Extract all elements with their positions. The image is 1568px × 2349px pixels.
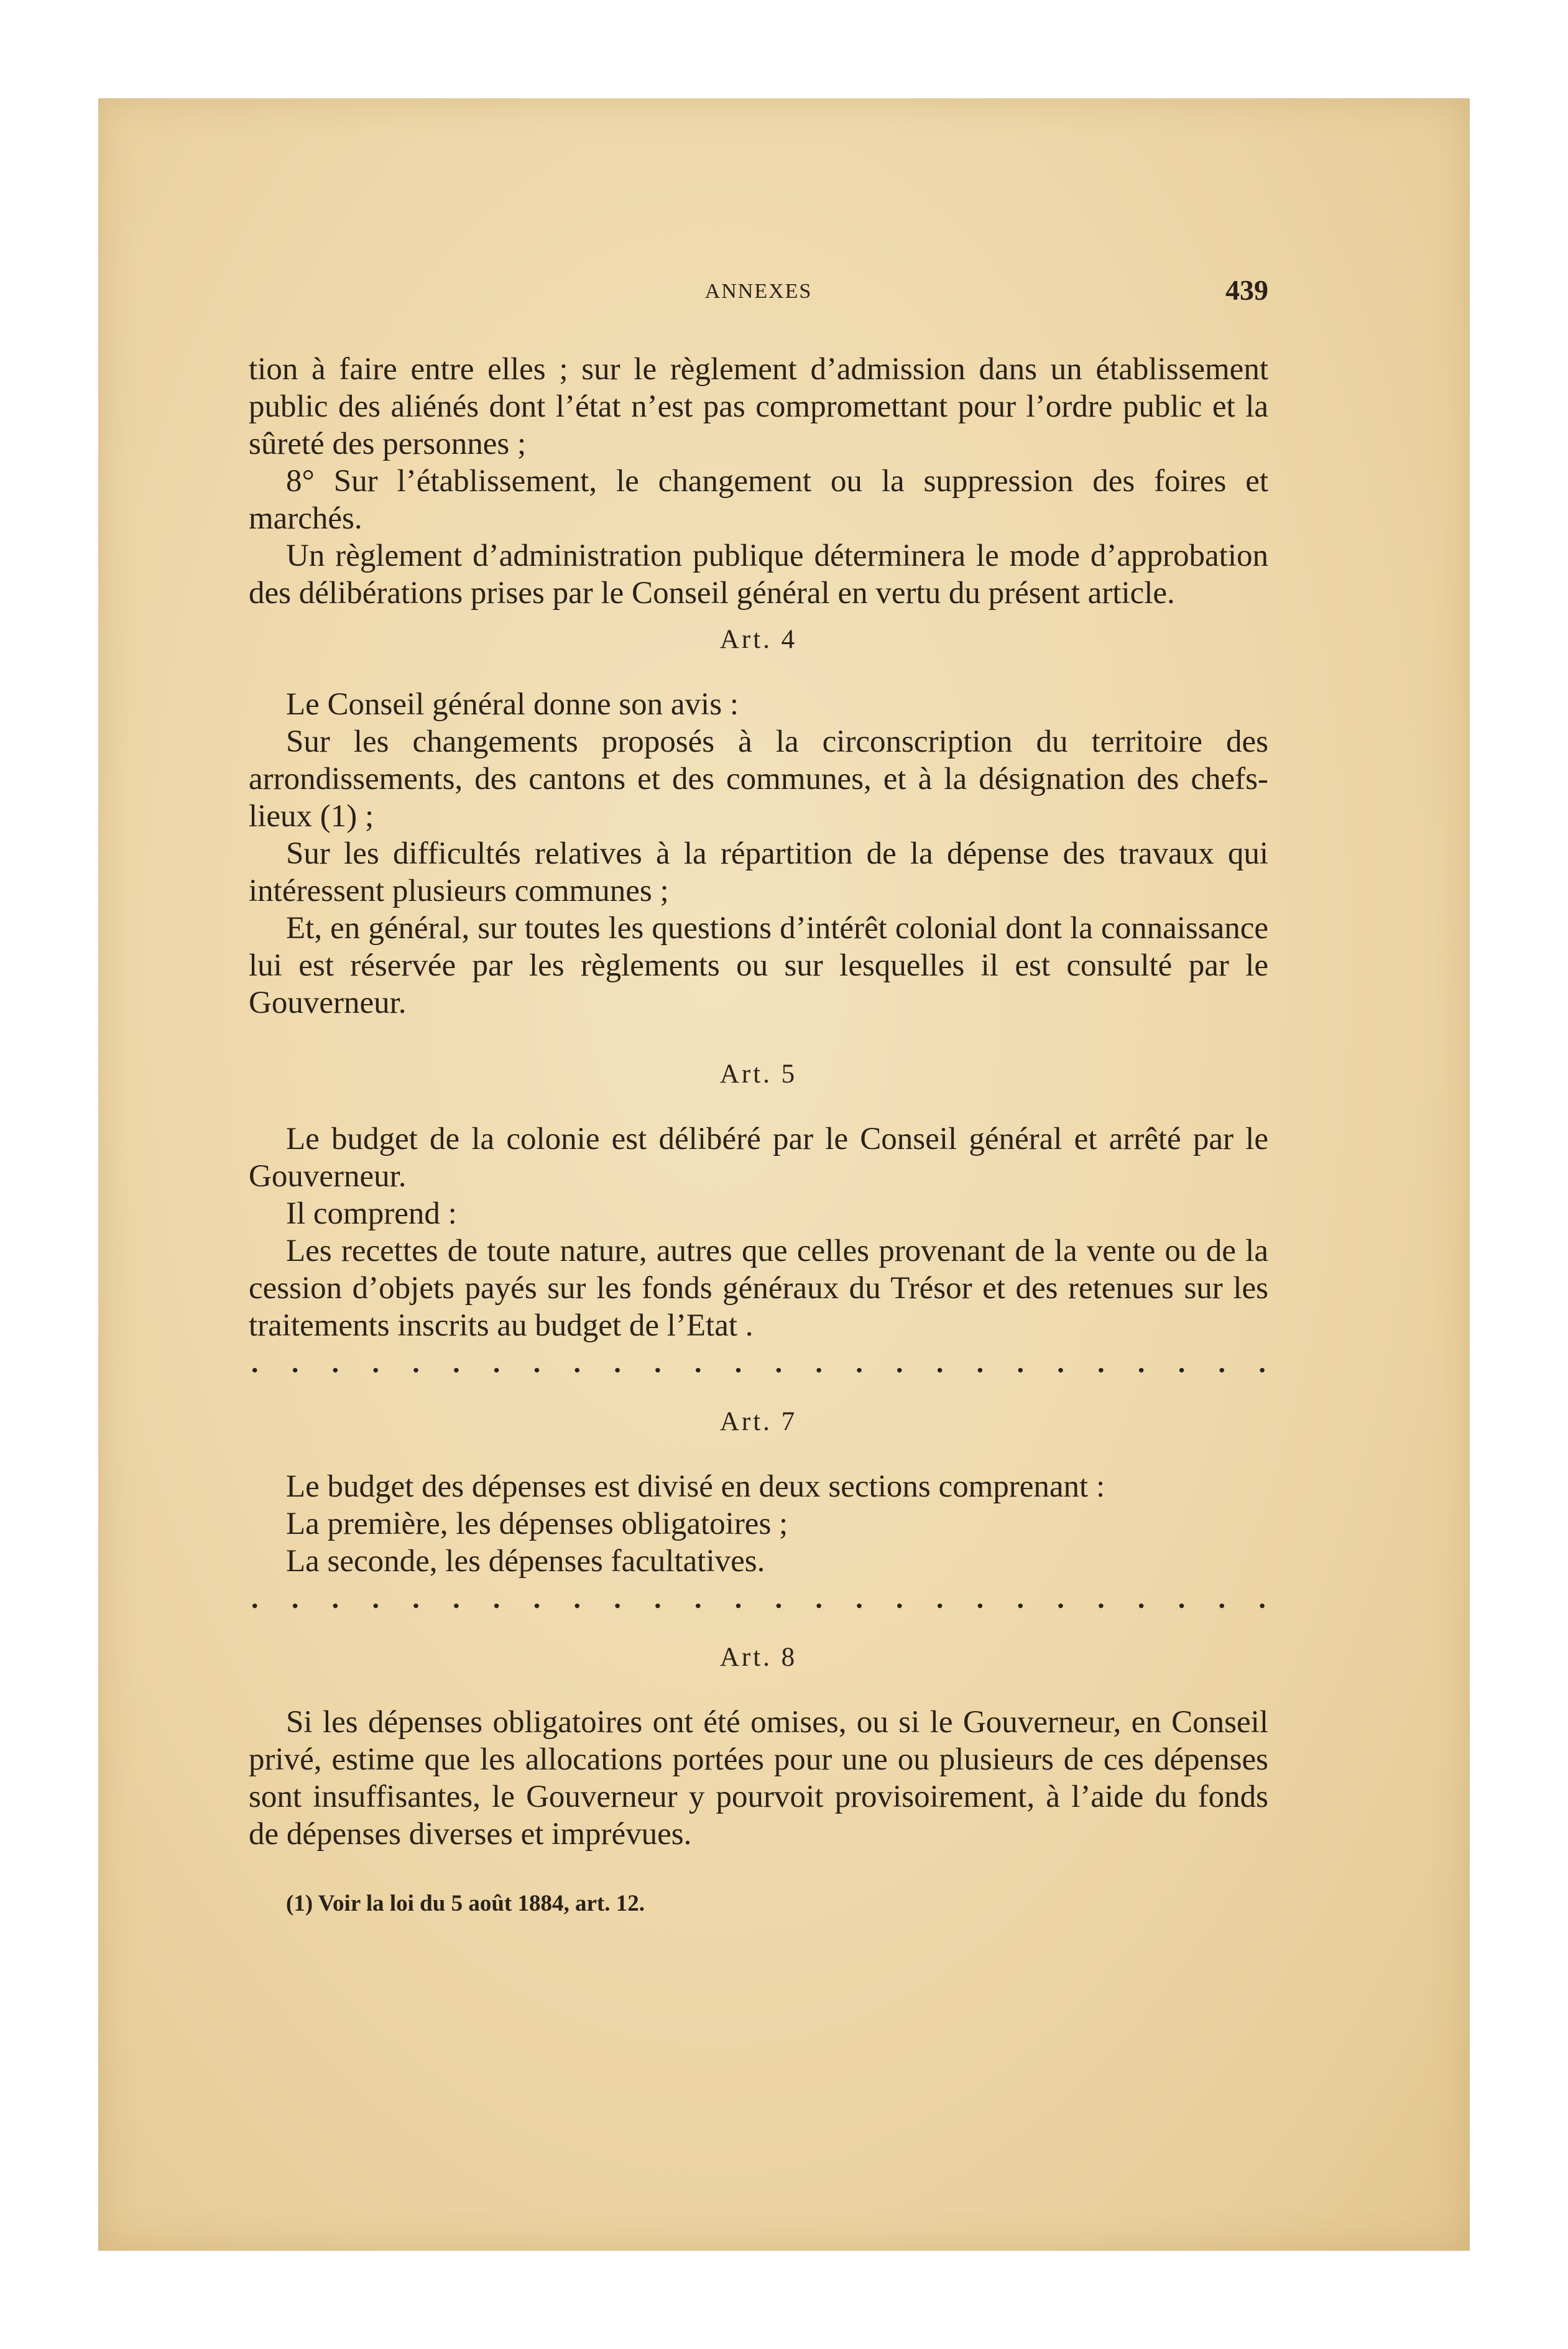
article-heading-4: Art. 4 [719,625,798,654]
article-heading-7: Art. 7 [719,1407,798,1436]
ellipsis-separator: . . . . . . . . . . . . . . . . . . . . . . . . . . [251,1347,1266,1378]
footnote: (1) Voir la loi du 5 août 1884, art. 12. [286,1891,645,1916]
body-paragraph: Le budget des dépenses est divisé en deux sections comprenant : [286,1469,1105,1504]
running-header [249,274,1268,311]
body-paragraph: Sur les difficultés relatives à la répartition de la dépense des travaux qui intéressent plusieurs communes ; [249,836,1268,908]
body-paragraph: Si les dépenses obligatoires ont été omises, ou si le Gouverneur, en Conseil privé, estime que les allocations portées pour une ou plusieurs de ces dépenses sont insuffisantes, le Gouverneur y pourvoit provisoirement, à l’aide du fonds de dépenses diverses et imprévues. [249,1705,1268,1852]
body-paragraph: 8° Sur l’établissement, le changement ou la suppression des foires et marchés. [249,464,1268,536]
body-paragraph: tion à faire entre elles ; sur le règlement d’admission dans un établissement public des aliénés dont l’état n’est pas compromettant pour l’ordre public et la sûreté des personnes ; [249,352,1268,461]
body-paragraph: Le Conseil général donne son avis : [286,687,739,722]
body-paragraph: Il comprend : [286,1196,457,1231]
page-number: 439 [1225,274,1268,306]
body-paragraph: La première, les dépenses obligatoires ; [286,1507,788,1541]
ellipsis-separator: . . . . . . . . . . . . . . . . . . . . . . . . . . [251,1582,1266,1614]
body-paragraph: Sur les changements proposés à la circonscription du territoire des arrondissements, des cantons et des communes, et à la désignation des chefs-lieux (1) ; [249,724,1268,834]
body-paragraph: Et, en général, sur toutes les questions d’intérêt colonial dont la connaissance lui est réservée par les règlements ou sur lesquelles il est consulté par le Gouverneur. [249,911,1268,1020]
running-title: ANNEXES [704,280,813,303]
body-paragraph: Les recettes de toute nature, autres que celles provenant de la vente ou de la cession d’objets payés sur les fonds généraux du Trésor et des retenues sur les traitements inscrits au budget de l’Etat . [249,1234,1268,1343]
body-paragraph: Un règlement d’administration publique déterminera le mode d’approbation des délibérations prises par le Conseil général en vertu du présent article. [249,538,1268,611]
body-paragraph: La seconde, les dépenses facultatives. [286,1544,765,1579]
article-heading-8: Art. 8 [719,1643,798,1672]
body-paragraph: Le budget de la colonie est délibéré par le Conseil général et arrêté par le Gouverneur. [249,1122,1268,1194]
page-text [249,274,1268,1917]
article-heading-5: Art. 5 [719,1059,798,1089]
